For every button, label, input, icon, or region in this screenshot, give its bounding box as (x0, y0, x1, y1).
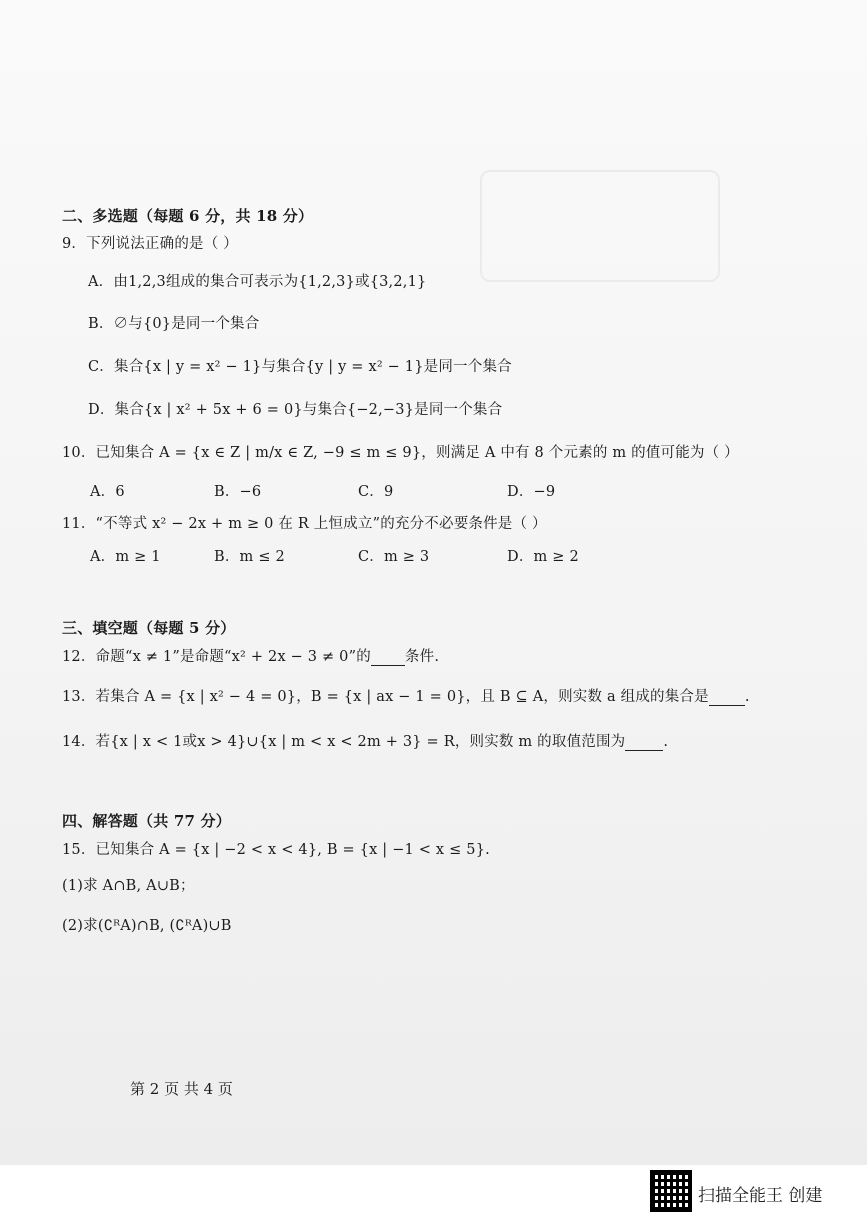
question-12 (62, 645, 439, 666)
question-11-option-a: A．m ≥ 1 (90, 549, 161, 565)
question-12-tail: 条件. (404, 649, 440, 665)
answer-blank (371, 649, 405, 666)
answer-blank (709, 689, 745, 706)
question-12-text: 12．命题“x ≠ 1”是命题“x² + 2x − 3 ≠ 0”的 (62, 649, 371, 665)
question-9-option-c: C．集合{x | y = x² − 1}与集合{y | y = x² − 1}是同一个集合 (88, 359, 512, 375)
section-fill-blank-heading: 三、填空题（每题 5 分） (62, 619, 236, 637)
qr-code-icon (652, 1172, 690, 1210)
question-14 (62, 730, 668, 751)
question-15-part-1: (1)求 A∩B, A∪B； (62, 878, 195, 894)
question-11-stem: 11．“不等式 x² − 2x + m ≥ 0 在 R 上恒成立”的充分不必要条件是（ ） (62, 516, 547, 532)
answer-blank (625, 734, 663, 751)
question-10-stem: 10．已知集合 A = {x ∈ Z | m/x ∈ Z, −9 ≤ m ≤ 9}，则满足 A 中有 8 个元素的 m 的值可能为（ ） (62, 445, 739, 461)
question-15-stem: 15．已知集合 A = {x | −2 < x < 4}, B = {x | −1 < x ≤ 5}. (62, 842, 490, 858)
question-10-option-c: C．9 (358, 484, 394, 500)
question-9-option-d: D．集合{x | x² + 5x + 6 = 0}与集合{−2,−3}是同一个集合 (88, 402, 503, 418)
question-11-option-c: C．m ≥ 3 (358, 549, 430, 565)
question-11-option-d: D．m ≥ 2 (507, 549, 579, 565)
question-9-option-a: A．由1,2,3组成的集合可表示为{1,2,3}或{3,2,1} (88, 274, 427, 290)
question-14-tail: . (663, 734, 669, 750)
question-9-option-b: B．∅与{0}是同一个集合 (88, 316, 260, 332)
question-10-option-a: A．6 (90, 484, 125, 500)
question-10-option-d: D．−9 (507, 484, 556, 500)
scanner-watermark-label: 扫描全能王 创建 (698, 1186, 823, 1206)
question-13-tail: . (744, 689, 750, 705)
question-11-option-b: B．m ≤ 2 (214, 549, 285, 565)
show-through-stamp (480, 170, 720, 282)
question-13 (62, 685, 750, 706)
question-14-text: 14．若{x | x < 1或x > 4}∪{x | m < x < 2m + 3} = R，则实数 m 的取值范围为 (62, 734, 626, 750)
section-multi-choice-heading: 二、多选题（每题 6 分，共 18 分） (62, 207, 314, 225)
page-footer: 第 2 页 共 4 页 (130, 1080, 233, 1098)
question-10-option-b: B．−6 (214, 484, 262, 500)
question-13-text: 13．若集合 A = {x | x² − 4 = 0}，B = {x | ax − 1 = 0}，且 B ⊆ A，则实数 a 组成的集合是 (62, 689, 709, 705)
question-15-part-2: (2)求(∁ᴿA)∩B, (∁ᴿA)∪B (62, 918, 232, 934)
question-9-stem: 9．下列说法正确的是（ ） (62, 236, 238, 252)
section-answer-heading: 四、解答题（共 77 分） (62, 812, 231, 830)
